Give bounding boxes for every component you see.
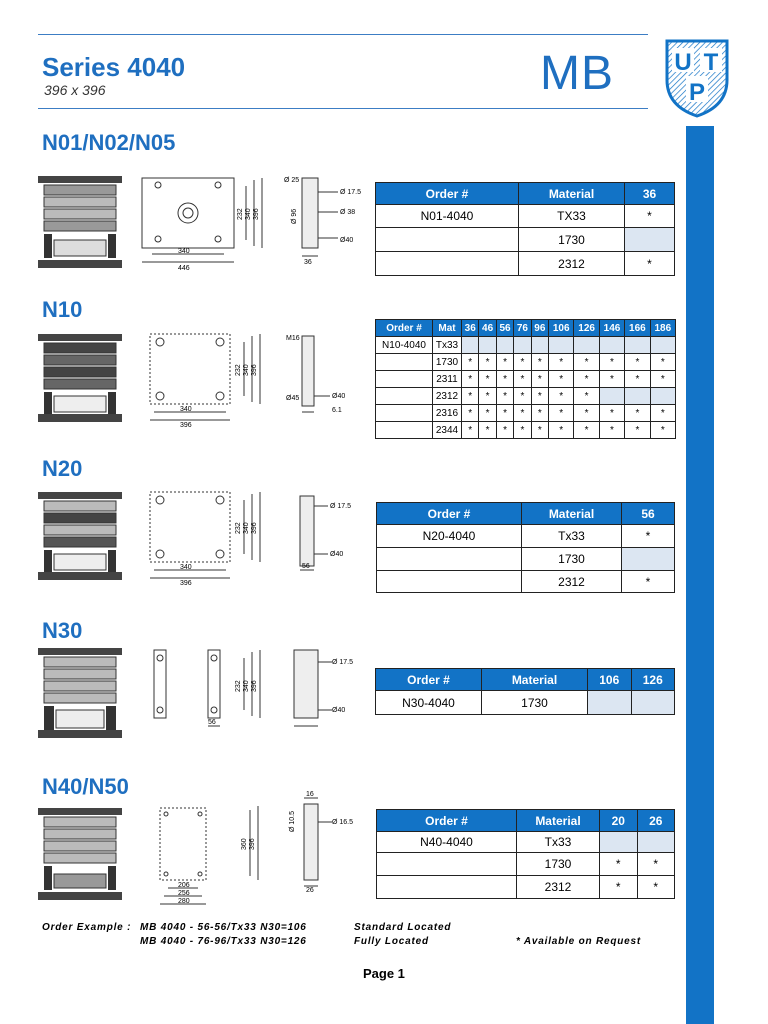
cell: * [625, 422, 650, 439]
header-size: 56 [496, 320, 513, 337]
svg-text:280: 280 [178, 898, 190, 905]
section-drawing-n30 [288, 648, 354, 732]
svg-text:446: 446 [178, 265, 190, 272]
cell: 2312 [519, 252, 625, 276]
svg-text:56: 56 [208, 719, 216, 726]
cell: N10-4040 [376, 337, 433, 354]
cell: * [514, 371, 531, 388]
cell: * [479, 371, 496, 388]
svg-text:340: 340 [243, 364, 250, 376]
cell: * [622, 571, 675, 593]
availability-note: * Available on Request [516, 936, 642, 947]
cell [574, 337, 599, 354]
svg-text:Ø45: Ø45 [286, 395, 300, 402]
header-order: Order # [376, 183, 519, 205]
cell [376, 354, 433, 371]
svg-text:360: 360 [241, 838, 248, 850]
svg-text:Ø 16.5: Ø 16.5 [332, 819, 354, 826]
cell [650, 337, 675, 354]
mold-stack-n40 [38, 808, 122, 900]
svg-text:396: 396 [249, 838, 256, 850]
cell: * [574, 354, 599, 371]
header-size: 20 [600, 810, 638, 832]
svg-text:256: 256 [178, 890, 190, 897]
cell: * [650, 405, 675, 422]
svg-text:396: 396 [253, 208, 260, 220]
header-size: 46 [479, 320, 496, 337]
section-drawing-n10 [286, 332, 352, 422]
cell: * [531, 354, 548, 371]
cell: * [625, 371, 650, 388]
svg-text:340: 340 [180, 564, 192, 571]
cell: 2312 [433, 388, 462, 405]
header-size: 166 [625, 320, 650, 337]
cell: * [574, 388, 599, 405]
cell [622, 548, 675, 571]
svg-text:232: 232 [235, 522, 242, 534]
cell: * [479, 354, 496, 371]
svg-text:Ø 17.5: Ø 17.5 [332, 659, 354, 666]
cell: Tx33 [522, 525, 622, 548]
header-material: Material [522, 503, 622, 525]
logo-letter-u: U [674, 49, 692, 76]
cell: * [496, 371, 513, 388]
table-n10 [375, 319, 676, 439]
cell: * [599, 354, 624, 371]
cell [376, 405, 433, 422]
header-size: 76 [514, 320, 531, 337]
order-example-1: MB 4040 - 56-56/Tx33 N30=106 [140, 922, 307, 933]
svg-text:396: 396 [251, 680, 258, 692]
cell: * [479, 388, 496, 405]
cell [514, 337, 531, 354]
cell: Tx33 [433, 337, 462, 354]
section-title-n30: N30 [42, 618, 83, 643]
cell: * [549, 371, 574, 388]
svg-text:340: 340 [243, 522, 250, 534]
cell [376, 228, 519, 252]
order-example-2-note: Fully Located [354, 936, 429, 947]
header-bottom-rule [38, 108, 648, 109]
mold-stack-n01 [38, 176, 122, 270]
svg-text:Ø 17.5: Ø 17.5 [330, 503, 352, 510]
cell [462, 337, 479, 354]
cell [625, 228, 675, 252]
cell: * [637, 876, 675, 899]
header-order: Order # [377, 810, 517, 832]
section-drawing-n40 [282, 792, 354, 896]
cell [631, 691, 675, 715]
cell: * [574, 405, 599, 422]
cell: 1730 [517, 853, 600, 876]
cell [376, 252, 519, 276]
header-material: Mat [433, 320, 462, 337]
cell [376, 422, 433, 439]
cell [376, 388, 433, 405]
cell: * [462, 388, 479, 405]
cell: 1730 [522, 548, 622, 571]
cell: * [462, 405, 479, 422]
header-size: 106 [549, 320, 574, 337]
cell: * [531, 388, 548, 405]
cell: * [549, 388, 574, 405]
cell [377, 571, 522, 593]
cell: N30-4040 [376, 691, 482, 715]
cell: 1730 [519, 228, 625, 252]
cell: * [599, 422, 624, 439]
header-size: 56 [622, 503, 675, 525]
mold-stack-n10 [38, 334, 122, 424]
cell [376, 371, 433, 388]
mold-stack-n30 [38, 648, 122, 738]
cell: * [600, 853, 638, 876]
cell: * [531, 405, 548, 422]
header-size: 26 [637, 810, 675, 832]
section-title-n01: N01/N02/N05 [42, 130, 176, 155]
header-top-rule [38, 34, 648, 35]
cell: * [549, 405, 574, 422]
order-example-2: MB 4040 - 76-96/Tx33 N30=126 [140, 936, 307, 947]
cell [599, 388, 624, 405]
header-material: Material [517, 810, 600, 832]
svg-text:36: 36 [304, 259, 312, 266]
svg-text:396: 396 [251, 522, 258, 534]
header-order: Order # [376, 320, 433, 337]
cell: 2312 [517, 876, 600, 899]
cell: * [496, 405, 513, 422]
cell: N20-4040 [377, 525, 522, 548]
cell: * [514, 388, 531, 405]
cell: * [625, 405, 650, 422]
table-n40 [376, 809, 675, 899]
svg-text:6.1: 6.1 [332, 407, 342, 414]
order-example-1-note: Standard Located [354, 922, 452, 933]
plate-drawing-n01 [138, 176, 278, 272]
svg-text:Ø 17.5: Ø 17.5 [340, 189, 362, 196]
svg-text:Ø 10.5: Ø 10.5 [289, 810, 296, 832]
header-size: 36 [625, 183, 675, 205]
cell: * [531, 371, 548, 388]
svg-text:Ø 96: Ø 96 [291, 208, 298, 224]
series-title: Series 4040 [42, 52, 186, 82]
cell: 1730 [433, 354, 462, 371]
header-size: 146 [599, 320, 624, 337]
mold-stack-n20 [38, 492, 122, 582]
cell: * [650, 371, 675, 388]
svg-text:16: 16 [306, 791, 314, 798]
cell: N40-4040 [377, 832, 517, 853]
svg-text:26: 26 [306, 887, 314, 894]
cell: * [514, 405, 531, 422]
svg-text:340: 340 [180, 406, 192, 413]
cell: * [549, 422, 574, 439]
cell: 2344 [433, 422, 462, 439]
logo-letter-t: T [703, 49, 719, 76]
cell: * [496, 388, 513, 405]
utp-logo [664, 38, 730, 118]
side-accent-bar [686, 126, 714, 1024]
plate-drawing-n20 [140, 490, 280, 586]
header-material: Material [482, 669, 588, 691]
cell: * [625, 252, 675, 276]
header-size: 106 [588, 669, 632, 691]
page-number: Page 1 [363, 966, 405, 981]
cell [599, 337, 624, 354]
plate-drawing-n40 [150, 804, 280, 910]
brand-text: MB [540, 47, 614, 100]
cell: * [650, 354, 675, 371]
svg-text:M16: M16 [286, 335, 300, 342]
table-n30 [375, 668, 675, 715]
cell [531, 337, 548, 354]
cell: * [462, 354, 479, 371]
cell: * [496, 354, 513, 371]
series-subtitle: 396 x 396 [44, 82, 106, 98]
cell: * [625, 354, 650, 371]
plate-drawing-n10 [140, 332, 280, 428]
header-size: 126 [574, 320, 599, 337]
cell [377, 876, 517, 899]
svg-text:56: 56 [302, 563, 310, 570]
svg-text:Ø40: Ø40 [340, 237, 354, 244]
svg-text:Ø40: Ø40 [332, 393, 346, 400]
cell [377, 548, 522, 571]
cell: * [531, 422, 548, 439]
cell [496, 337, 513, 354]
cell: * [496, 422, 513, 439]
cell: * [514, 422, 531, 439]
cell: TX33 [519, 205, 625, 228]
cell: * [479, 405, 496, 422]
svg-text:340: 340 [178, 248, 190, 255]
cell [549, 337, 574, 354]
cell [637, 832, 675, 853]
header-order: Order # [377, 503, 522, 525]
cell: * [599, 371, 624, 388]
svg-text:206: 206 [178, 882, 190, 889]
order-example-label: Order Example : [42, 922, 132, 933]
section-drawing-n20 [294, 492, 354, 576]
cell: * [600, 876, 638, 899]
cell: N01-4040 [376, 205, 519, 228]
rail-drawing-n30 [148, 648, 278, 732]
cell: * [574, 371, 599, 388]
svg-text:Ø 38: Ø 38 [340, 209, 356, 216]
cell [588, 691, 632, 715]
svg-text:Ø40: Ø40 [332, 707, 346, 714]
cell: * [650, 422, 675, 439]
table-n01 [375, 182, 675, 276]
cell: * [479, 422, 496, 439]
svg-text:340: 340 [245, 208, 252, 220]
cell: 2316 [433, 405, 462, 422]
cell: * [599, 405, 624, 422]
header-size: 186 [650, 320, 675, 337]
cell [625, 388, 650, 405]
cell: 2311 [433, 371, 462, 388]
svg-text:232: 232 [235, 680, 242, 692]
svg-text:232: 232 [237, 208, 244, 220]
section-title-n40: N40/N50 [42, 774, 129, 799]
cell [600, 832, 638, 853]
section-title-n10: N10 [42, 297, 83, 322]
cell: 1730 [482, 691, 588, 715]
section-drawing-n01 [282, 176, 362, 266]
cell: * [462, 422, 479, 439]
svg-text:Ø40: Ø40 [330, 551, 344, 558]
cell: * [574, 422, 599, 439]
header-size: 96 [531, 320, 548, 337]
header-size: 126 [631, 669, 675, 691]
cell: * [625, 205, 675, 228]
svg-text:Ø 25: Ø 25 [284, 177, 300, 184]
cell [625, 337, 650, 354]
cell [650, 388, 675, 405]
cell: * [637, 853, 675, 876]
cell: * [514, 354, 531, 371]
section-title-n20: N20 [42, 456, 83, 481]
cell: Tx33 [517, 832, 600, 853]
cell: * [622, 525, 675, 548]
header-size: 36 [462, 320, 479, 337]
svg-text:396: 396 [251, 364, 258, 376]
header-order: Order # [376, 669, 482, 691]
cell [377, 853, 517, 876]
cell [479, 337, 496, 354]
cell: * [462, 371, 479, 388]
svg-text:232: 232 [235, 364, 242, 376]
svg-text:396: 396 [180, 422, 192, 429]
svg-text:396: 396 [180, 580, 192, 587]
header-material: Material [519, 183, 625, 205]
cell: * [549, 354, 574, 371]
table-n20 [376, 502, 675, 593]
cell: 2312 [522, 571, 622, 593]
logo-letter-p: P [688, 79, 706, 106]
svg-text:340: 340 [243, 680, 250, 692]
